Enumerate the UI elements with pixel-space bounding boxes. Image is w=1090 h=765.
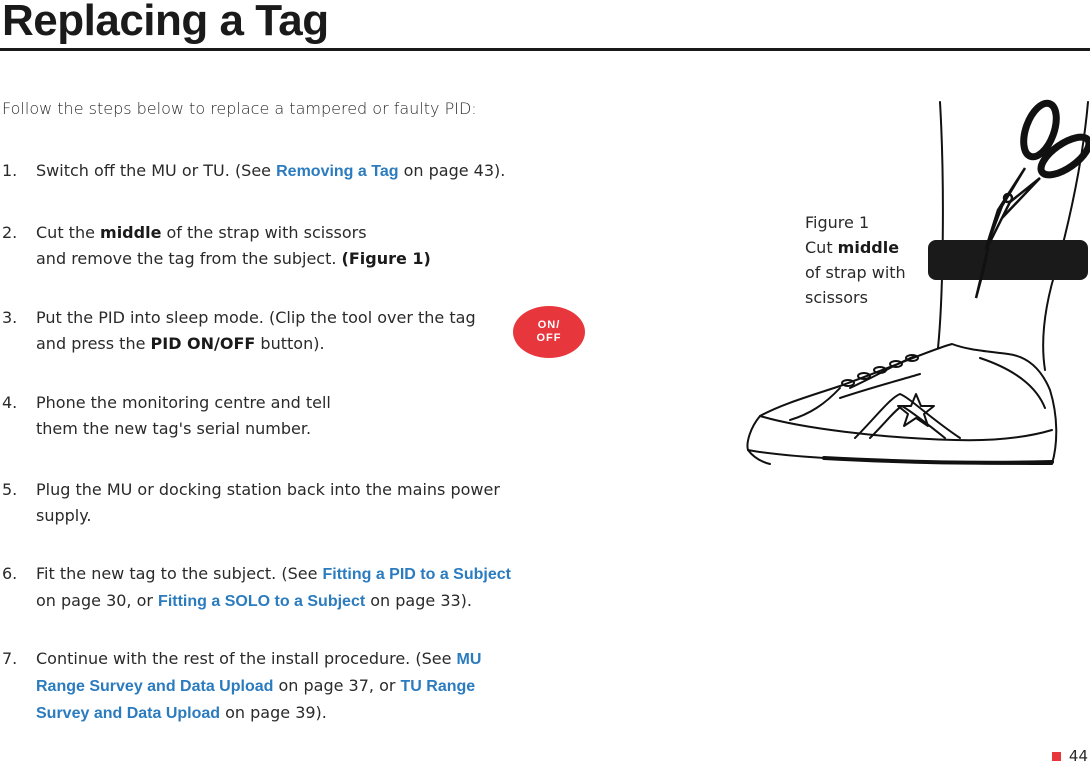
figure-caption: Figure 1 Cut middle of strap with scissors <box>805 210 906 310</box>
leg-outline <box>938 102 943 348</box>
link-fitting-a-solo[interactable]: Fitting a SOLO to a Subject <box>158 593 366 610</box>
step-text: Phone the monitoring centre and tell them the new tag's serial number. <box>36 393 331 438</box>
page-number: 44 <box>1052 747 1088 765</box>
step-number: 2. <box>2 223 18 242</box>
link-tu-range-survey-part2[interactable]: Survey and Data Upload <box>36 705 221 722</box>
link-removing-a-tag[interactable]: Removing a Tag <box>276 163 399 180</box>
on-off-button-icon: ON/ OFF <box>513 306 585 358</box>
figure-label: Figure 1 <box>805 213 870 232</box>
step-text: Continue with the rest of the install procedure. (See MU Range Survey and Data Upload on page 37, or TU Range Survey and Data Upload on page 39). <box>36 649 482 722</box>
step-number: 4. <box>2 393 18 412</box>
step-number: 7. <box>2 649 18 668</box>
page-title: Replacing a Tag <box>2 0 329 45</box>
intro-text: Follow the steps below to replace a tampered or faulty PID: <box>2 99 477 118</box>
link-fitting-a-pid[interactable]: Fitting a PID to a Subject <box>322 566 511 583</box>
step-number: 5. <box>2 480 18 499</box>
link-tu-range-survey-part1[interactable]: TU Range <box>400 678 476 695</box>
link-mu-range-survey-part1[interactable]: MU <box>456 651 482 668</box>
step-number: 3. <box>2 308 18 327</box>
step-text: Switch off the MU or TU. (See Removing a Tag on page 43). <box>36 161 506 180</box>
step-number: 6. <box>2 564 18 583</box>
title-rule <box>0 48 1090 51</box>
page-marker-icon <box>1052 752 1061 761</box>
link-mu-range-survey-part2[interactable]: Range Survey and Data Upload <box>36 678 274 695</box>
step-number: 1. <box>2 161 18 180</box>
figure-1-illustration <box>740 98 1090 478</box>
ankle-strap <box>928 240 1088 280</box>
step-text: Put the PID into sleep mode. (Clip the tool over the tag and press the PID ON/OFF button). <box>36 308 476 353</box>
step-text: Plug the MU or docking station back into the mains power supply. <box>36 480 500 525</box>
step-text: Fit the new tag to the subject. (See Fitting a PID to a Subject on page 30, or Fitting a SOLO to a Subject on page 33). <box>36 564 511 610</box>
step-text: Cut the middle of the strap with scissors and remove the tag from the subject. (Figure 1) <box>36 223 431 268</box>
